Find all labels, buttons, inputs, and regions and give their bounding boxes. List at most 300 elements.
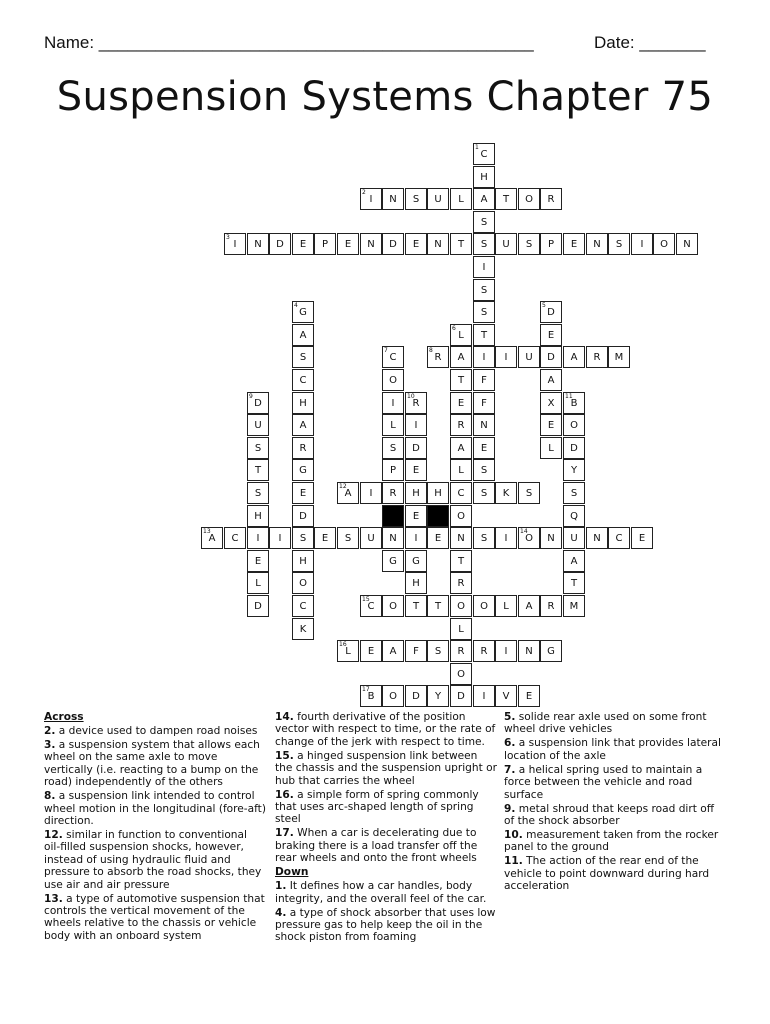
cell-letter: S xyxy=(480,238,488,250)
grid-cell xyxy=(337,233,359,255)
cell-letter: C xyxy=(480,148,488,160)
clues-column-1 xyxy=(44,711,266,944)
cell-letter: E xyxy=(457,397,465,409)
grid-cell xyxy=(201,527,223,549)
grid-cell xyxy=(473,256,495,278)
cell-letter: I xyxy=(482,351,486,363)
grid-cell xyxy=(540,527,562,549)
cell-letter: D xyxy=(299,510,307,522)
grid-cell xyxy=(427,482,449,504)
cell-letter: E xyxy=(367,645,375,657)
grid-cell xyxy=(540,392,562,414)
cell-letter: L xyxy=(390,419,396,431)
grid-cell xyxy=(473,324,495,346)
cell-letter: I xyxy=(278,532,282,544)
grid-cell xyxy=(518,527,540,549)
grid-cell xyxy=(292,346,314,368)
grid-cell xyxy=(540,301,562,323)
cell-letter: U xyxy=(434,193,442,205)
cell-letter: I xyxy=(482,261,486,273)
cell-letter: R xyxy=(434,351,442,363)
grid-cell xyxy=(405,505,427,527)
cell-letter: O xyxy=(299,577,307,589)
grid-cell xyxy=(540,414,562,436)
cell-letter: S xyxy=(254,487,262,499)
grid-block-cell xyxy=(382,505,404,527)
cell-letter: E xyxy=(412,238,420,250)
grid-cell xyxy=(473,301,495,323)
clue-number: 1 xyxy=(475,144,479,151)
cell-letter: E xyxy=(344,238,352,250)
grid-cell xyxy=(563,346,585,368)
cell-letter: M xyxy=(569,600,579,612)
grid-cell xyxy=(405,459,427,481)
grid-cell xyxy=(450,392,472,414)
cell-letter: O xyxy=(525,532,533,544)
cell-letter: D xyxy=(547,351,555,363)
grid-cell xyxy=(450,663,472,685)
cell-letter: U xyxy=(254,419,262,431)
grid-cell xyxy=(292,505,314,527)
cell-letter: C xyxy=(367,600,375,612)
grid-cell xyxy=(292,392,314,414)
cell-letter: E xyxy=(412,464,420,476)
cell-letter: A xyxy=(547,374,555,386)
cell-letter: O xyxy=(389,374,397,386)
grid-cell xyxy=(563,414,585,436)
grid-cell xyxy=(360,685,382,707)
cell-letter: F xyxy=(413,645,419,657)
grid-cell xyxy=(540,188,562,210)
grid-cell xyxy=(540,346,562,368)
grid-cell xyxy=(563,505,585,527)
grid-cell xyxy=(337,527,359,549)
cell-letter: T xyxy=(434,600,442,612)
cell-letter: C xyxy=(299,600,307,612)
grid-cell xyxy=(360,233,382,255)
cell-letter: L xyxy=(458,623,464,635)
grid-cell xyxy=(563,572,585,594)
cell-letter: L xyxy=(548,442,554,454)
cell-letter: S xyxy=(615,238,623,250)
cell-letter: S xyxy=(412,193,420,205)
cell-letter: P xyxy=(547,238,555,250)
cell-letter: I xyxy=(369,193,373,205)
cell-letter: N xyxy=(457,532,465,544)
grid-cell xyxy=(518,188,540,210)
cell-letter: N xyxy=(480,419,488,431)
cell-letter: R xyxy=(547,600,555,612)
grid-cell xyxy=(653,233,675,255)
cell-letter: I xyxy=(414,532,418,544)
cell-letter: S xyxy=(299,351,307,363)
grid-cell xyxy=(450,346,472,368)
cell-letter: H xyxy=(412,487,420,499)
cell-letter: N xyxy=(683,238,691,250)
grid-cell xyxy=(405,595,427,617)
cell-letter: O xyxy=(389,690,397,702)
cell-letter: P xyxy=(389,464,397,476)
clues-column-2 xyxy=(275,711,497,945)
grid-cell xyxy=(473,279,495,301)
cell-letter: N xyxy=(434,238,442,250)
cell-letter: X xyxy=(547,397,555,409)
clue-number: 11 xyxy=(565,393,573,400)
cell-letter: T xyxy=(480,329,488,341)
grid-cell xyxy=(450,369,472,391)
grid-cell xyxy=(427,595,449,617)
grid-cell xyxy=(473,595,495,617)
cell-letter: D xyxy=(389,238,397,250)
grid-cell xyxy=(473,640,495,662)
grid-cell xyxy=(382,233,404,255)
cell-letter: C xyxy=(615,532,623,544)
grid-block-cell xyxy=(427,505,449,527)
grid-cell xyxy=(247,459,269,481)
grid-cell xyxy=(382,346,404,368)
grid-cell xyxy=(473,143,495,165)
cell-letter: U xyxy=(525,351,533,363)
cell-letter: A xyxy=(299,329,307,341)
grid-cell xyxy=(382,437,404,459)
cell-letter: H xyxy=(434,487,442,499)
grid-cell xyxy=(540,324,562,346)
clue-down-11: 11. The action of the rear end of the vehicle to point downward during hard acceleration xyxy=(504,855,710,893)
clue-across-16: 16. a simple form of spring commonly that uses arc-shaped length of spring steel xyxy=(275,788,479,826)
clue-number: 9 xyxy=(249,393,253,400)
grid-cell xyxy=(360,527,382,549)
cell-letter: S xyxy=(570,487,578,499)
cell-letter: R xyxy=(457,645,465,657)
clue-down-7: 7. a helical spring used to maintain a force between the vehicle and road surface xyxy=(504,763,703,801)
cell-letter: R xyxy=(480,645,488,657)
cell-letter: G xyxy=(299,306,307,318)
cell-letter: E xyxy=(547,419,555,431)
clue-across-3: 3. a suspension system that allows each wheel on the same axle to move vertically (i.e. reacting to a bump on the road) independently of the others xyxy=(44,739,260,789)
cell-letter: A xyxy=(344,487,352,499)
cell-letter: O xyxy=(457,668,465,680)
grid-cell xyxy=(563,437,585,459)
cell-letter: U xyxy=(367,532,375,544)
grid-cell xyxy=(540,233,562,255)
clue-number: 4 xyxy=(294,302,298,309)
cell-letter: H xyxy=(299,555,307,567)
grid-cell xyxy=(518,685,540,707)
grid-cell xyxy=(676,233,698,255)
cell-letter: A xyxy=(570,555,578,567)
cell-letter: O xyxy=(457,600,465,612)
clue-number: 3 xyxy=(226,234,230,241)
grid-cell xyxy=(608,346,630,368)
cell-letter: I xyxy=(504,645,508,657)
cell-letter: D xyxy=(412,442,420,454)
grid-cell xyxy=(382,595,404,617)
cell-letter: S xyxy=(480,532,488,544)
cell-letter: L xyxy=(345,645,351,657)
cell-letter: S xyxy=(480,487,488,499)
clue-across-17: 17. When a car is decelerating due to braking there is a load transfer off the rear wheels and onto the front wheels xyxy=(275,827,478,865)
grid-cell xyxy=(360,482,382,504)
grid-cell xyxy=(450,188,472,210)
grid-cell xyxy=(518,595,540,617)
grid-cell xyxy=(631,233,653,255)
cell-letter: I xyxy=(233,238,237,250)
grid-cell xyxy=(382,414,404,436)
clue-across-2: 2. a device used to dampen road noises xyxy=(44,725,258,737)
cell-letter: C xyxy=(299,374,307,386)
date-field: Date: _______ xyxy=(594,33,706,52)
grid-cell xyxy=(473,685,495,707)
cell-letter: P xyxy=(321,238,329,250)
grid-cell xyxy=(360,640,382,662)
grid-cell xyxy=(337,640,359,662)
cell-letter: S xyxy=(434,645,442,657)
cell-letter: I xyxy=(369,487,373,499)
grid-cell xyxy=(247,550,269,572)
grid-cell xyxy=(450,482,472,504)
grid-cell xyxy=(292,437,314,459)
cell-letter: D xyxy=(276,238,284,250)
clue-across-13: 13. a type of automotive suspension that controls the vertical movement of the wheels relative to the chassis or vehicle body with an onboard system xyxy=(44,892,265,942)
cell-letter: L xyxy=(458,464,464,476)
grid-cell xyxy=(224,233,246,255)
grid-cell xyxy=(292,324,314,346)
cell-letter: A xyxy=(457,442,465,454)
grid-cell xyxy=(427,527,449,549)
grid-cell xyxy=(450,595,472,617)
grid-cell xyxy=(563,233,585,255)
cell-letter: D xyxy=(457,690,465,702)
grid-cell xyxy=(450,618,472,640)
cell-letter: S xyxy=(525,238,533,250)
cell-letter: R xyxy=(457,419,465,431)
grid-cell xyxy=(450,505,472,527)
grid-cell xyxy=(427,188,449,210)
cell-letter: A xyxy=(457,351,465,363)
grid-cell xyxy=(495,685,517,707)
grid-cell xyxy=(382,550,404,572)
clue-down-4: 4. a type of shock absorber that uses low pressure gas to help keep the oil in the shock piston from foaming xyxy=(275,906,496,944)
cell-letter: I xyxy=(391,397,395,409)
cell-letter: G xyxy=(389,555,397,567)
cell-letter: O xyxy=(480,600,488,612)
cell-letter: O xyxy=(525,193,533,205)
cell-letter: L xyxy=(458,193,464,205)
clue-across-8: 8. a suspension link intended to control wheel motion in the longitudinal (fore-aft) direction. xyxy=(44,790,266,828)
grid-cell xyxy=(382,482,404,504)
page-title: Suspension Systems Chapter 75 xyxy=(56,74,714,120)
grid-cell xyxy=(563,595,585,617)
grid-cell xyxy=(269,527,291,549)
cell-letter: I xyxy=(640,238,644,250)
cell-letter: H xyxy=(412,577,420,589)
grid-cell xyxy=(292,572,314,594)
clue-across-12: 12. similar in function to conventional oil-filled suspension shocks, however, instead of using hydraulic fluid and pressure to absorb the road shocks, they use air and air pressure xyxy=(44,829,262,891)
grid-cell xyxy=(495,640,517,662)
cell-letter: S xyxy=(480,284,488,296)
clue-down-6: 6. a suspension link that provides lateral location of the axle xyxy=(504,737,721,762)
cell-letter: E xyxy=(638,532,646,544)
clues-column-3 xyxy=(504,711,726,894)
clue-across-15: 15. a hinged suspension link between the chassis and the suspension upright or hub that carries the wheel xyxy=(275,749,497,787)
grid-cell xyxy=(450,572,472,594)
cell-letter: I xyxy=(504,351,508,363)
grid-cell xyxy=(247,437,269,459)
grid-cell xyxy=(292,301,314,323)
grid-cell xyxy=(495,482,517,504)
grid-cell xyxy=(518,346,540,368)
grid-cell xyxy=(563,550,585,572)
cell-letter: K xyxy=(299,623,307,635)
clue-number: 5 xyxy=(542,302,546,309)
grid-cell xyxy=(405,550,427,572)
grid-cell xyxy=(473,346,495,368)
cell-letter: H xyxy=(299,397,307,409)
cell-letter: S xyxy=(389,442,397,454)
clue-number: 16 xyxy=(339,641,347,648)
grid-cell xyxy=(292,233,314,255)
grid-cell xyxy=(450,324,472,346)
grid-cell xyxy=(473,369,495,391)
grid-cell xyxy=(427,640,449,662)
cell-letter: O xyxy=(570,419,578,431)
clue-number: 15 xyxy=(362,596,370,603)
cell-letter: N xyxy=(593,238,601,250)
cell-letter: T xyxy=(457,238,465,250)
clue-down-5: 5. solide rear axle used on some front wheel drive vehicles xyxy=(504,711,707,736)
cell-letter: E xyxy=(412,510,420,522)
cell-letter: T xyxy=(570,577,578,589)
cell-letter: R xyxy=(547,193,555,205)
clue-number: 12 xyxy=(339,483,347,490)
grid-cell xyxy=(563,482,585,504)
cell-letter: A xyxy=(525,600,533,612)
grid-cell xyxy=(495,188,517,210)
cell-letter: N xyxy=(389,193,397,205)
cell-letter: E xyxy=(434,532,442,544)
cell-letter: A xyxy=(208,532,216,544)
cell-letter: L xyxy=(255,577,261,589)
grid-cell xyxy=(405,482,427,504)
cell-letter: S xyxy=(254,442,262,454)
cell-letter: E xyxy=(299,487,307,499)
grid-cell xyxy=(495,233,517,255)
cell-letter: D xyxy=(570,442,578,454)
grid-cell xyxy=(427,346,449,368)
cell-letter: N xyxy=(389,532,397,544)
clue-across-14: 14. fourth derivative of the position vector with respect to time, or the rate of change of the jerk with respect to time. xyxy=(275,711,496,748)
name-field: Name: ______________________________________________ xyxy=(44,33,534,52)
cell-letter: R xyxy=(299,442,307,454)
cell-letter: O xyxy=(660,238,668,250)
across-heading: Across xyxy=(44,711,84,723)
grid-cell xyxy=(473,233,495,255)
cell-letter: E xyxy=(525,690,533,702)
cell-letter: T xyxy=(457,555,465,567)
grid-cell xyxy=(247,392,269,414)
cell-letter: N xyxy=(367,238,375,250)
cell-letter: E xyxy=(480,442,488,454)
grid-cell xyxy=(247,233,269,255)
grid-cell xyxy=(540,640,562,662)
cell-letter: S xyxy=(480,464,488,476)
cell-letter: R xyxy=(412,397,420,409)
cell-letter: E xyxy=(547,329,555,341)
cell-letter: H xyxy=(480,171,488,183)
grid-cell xyxy=(450,233,472,255)
grid-cell xyxy=(382,392,404,414)
grid-cell xyxy=(563,392,585,414)
grid-cell xyxy=(405,233,427,255)
cell-letter: D xyxy=(254,397,262,409)
cell-letter: S xyxy=(525,487,533,499)
cell-letter: I xyxy=(256,532,260,544)
clue-number: 14 xyxy=(520,528,528,535)
clue-number: 2 xyxy=(362,189,366,196)
cell-letter: D xyxy=(254,600,262,612)
cell-letter: I xyxy=(504,532,508,544)
cell-letter: C xyxy=(457,487,465,499)
grid-cell xyxy=(292,595,314,617)
cell-letter: V xyxy=(502,690,510,702)
grid-cell xyxy=(586,527,608,549)
grid-cell xyxy=(473,482,495,504)
cell-letter: S xyxy=(344,532,352,544)
grid-cell xyxy=(224,527,246,549)
grid-cell xyxy=(247,595,269,617)
cell-letter: E xyxy=(299,238,307,250)
grid-cell xyxy=(540,369,562,391)
grid-cell xyxy=(563,459,585,481)
cell-letter: Q xyxy=(570,510,578,522)
cell-letter: O xyxy=(457,510,465,522)
grid-cell xyxy=(495,346,517,368)
clue-number: 13 xyxy=(203,528,211,535)
grid-cell xyxy=(292,482,314,504)
cell-letter: C xyxy=(231,532,239,544)
grid-cell xyxy=(518,640,540,662)
grid-cell xyxy=(518,482,540,504)
grid-cell xyxy=(247,572,269,594)
grid-cell xyxy=(314,233,336,255)
cell-letter: A xyxy=(570,351,578,363)
grid-cell xyxy=(450,685,472,707)
grid-cell xyxy=(269,233,291,255)
cell-letter: G xyxy=(299,464,307,476)
cell-letter: L xyxy=(458,329,464,341)
cell-letter: A xyxy=(389,645,397,657)
grid-cell xyxy=(473,211,495,233)
cell-letter: I xyxy=(482,690,486,702)
grid-cell xyxy=(473,392,495,414)
cell-letter: G xyxy=(412,555,420,567)
grid-cell xyxy=(382,685,404,707)
grid-cell xyxy=(382,459,404,481)
cell-letter: T xyxy=(457,374,465,386)
clue-number: 7 xyxy=(384,347,388,354)
cell-letter: U xyxy=(502,238,510,250)
grid-cell xyxy=(382,188,404,210)
cell-letter: O xyxy=(389,600,397,612)
cell-letter: B xyxy=(367,690,375,702)
cell-letter: S xyxy=(480,216,488,228)
grid-cell xyxy=(405,527,427,549)
cell-letter: S xyxy=(480,306,488,318)
cell-letter: N xyxy=(547,532,555,544)
cell-letter: N xyxy=(525,645,533,657)
cell-letter: R xyxy=(593,351,601,363)
grid-cell xyxy=(360,595,382,617)
